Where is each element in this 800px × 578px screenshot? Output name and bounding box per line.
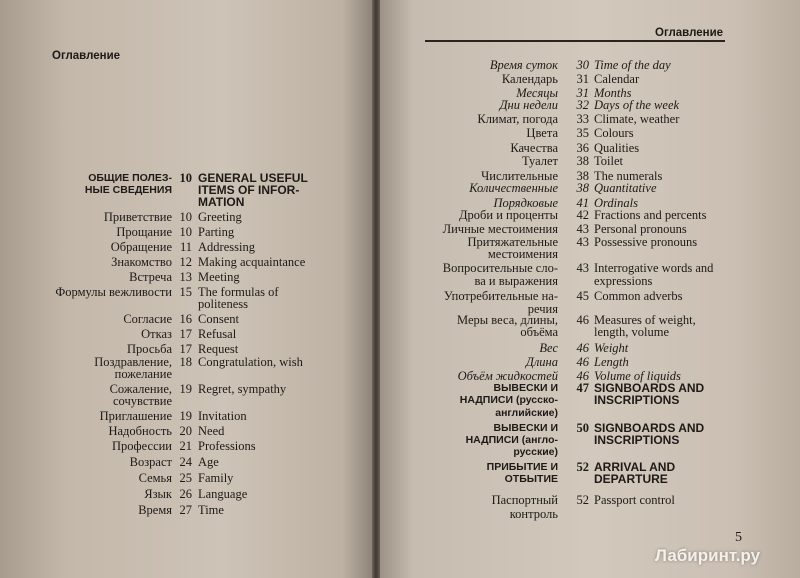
toc-page-number: 12: [179, 255, 192, 269]
toc-title-ru: Качества: [510, 141, 558, 155]
toc-title-ru: Профессии: [112, 439, 172, 453]
toc-title-en: Parting: [198, 225, 235, 239]
toc-title-ru: НАДПИСИ (русско-: [459, 394, 558, 406]
toc-title-ru: Приветствие: [103, 210, 172, 224]
toc-title-en: The formulas of: [198, 285, 279, 299]
toc-page-number: 32: [576, 98, 589, 112]
toc-page-number: 17: [179, 327, 192, 341]
toc-title-en: ITEMS OF INFOR-: [198, 183, 300, 197]
toc-title-ru: Объём жидкостей: [457, 369, 558, 383]
toc-title-ru: Прощание: [116, 225, 172, 239]
toc-title-ru: Месяцы: [516, 86, 558, 100]
toc-title-en: Making acquaintance: [198, 255, 306, 269]
toc-title-ru: речия: [527, 302, 558, 316]
toc-page-number: 26: [179, 487, 192, 501]
toc-title-ru: Согласие: [123, 312, 172, 326]
toc-page-number: 13: [179, 270, 192, 284]
toc-page-number: 52: [576, 460, 589, 474]
toc-page-number: 47: [576, 381, 589, 395]
toc-page-number: 42: [576, 208, 589, 222]
toc-title-ru: Встреча: [129, 270, 172, 284]
toc-title-ru: пожелание: [114, 367, 172, 381]
toc-page-number: 36: [576, 141, 589, 155]
toc-page-number: 10: [179, 210, 192, 224]
book-gutter: [372, 0, 380, 578]
toc-title-ru: Язык: [144, 487, 172, 501]
toc-page-number: 11: [179, 240, 192, 254]
header-rule: [425, 40, 725, 42]
toc-title-ru: ПРИБЫТИЕ И: [486, 461, 558, 473]
toc-title-en: Passport control: [594, 493, 675, 507]
toc-page-number: 50: [576, 421, 589, 435]
toc-title-ru: Дроби и проценты: [459, 208, 558, 222]
toc-title-ru: Время суток: [489, 58, 558, 72]
toc-page-number: 38: [576, 169, 589, 183]
toc-title-ru: Цвета: [526, 126, 558, 140]
toc-title-en: INSCRIPTIONS: [594, 393, 680, 407]
toc-title-en: Age: [198, 455, 219, 469]
toc-page-number: 43: [576, 261, 589, 275]
toc-title-ru: Употребительные на-: [443, 289, 558, 303]
toc-title-en: Quantitative: [594, 181, 657, 195]
toc-title-en: Time: [198, 503, 224, 517]
toc-page-number: 41: [576, 196, 589, 210]
toc-page-number: 52: [576, 493, 589, 507]
toc-page-number: 46: [576, 313, 589, 327]
toc-page-number: 19: [179, 382, 192, 396]
toc-page-number: 46: [576, 369, 589, 383]
toc-title-en: Calendar: [594, 72, 640, 86]
toc-title-ru: контроль: [509, 507, 558, 521]
toc-page-number: 21: [179, 439, 192, 453]
toc-title-ru: объёма: [520, 325, 558, 339]
toc-title-en: Personal pronouns: [594, 222, 687, 236]
toc-title-ru: Формулы вежливости: [55, 285, 172, 299]
toc-page-number: 25: [179, 471, 192, 485]
toc-title-ru: Порядковые: [493, 196, 558, 210]
toc-title-en: Possessive pronouns: [594, 235, 698, 249]
toc-title-en: GENERAL USEFUL: [198, 171, 308, 185]
toc-title-en: Common adverbs: [594, 289, 683, 303]
toc-title-en: Regret, sympathy: [198, 382, 287, 396]
toc-page-number: 31: [576, 86, 589, 100]
toc-title-en: expressions: [594, 274, 653, 288]
toc-title-ru: местоимения: [487, 247, 558, 261]
right-page: [380, 0, 800, 578]
toc-title-ru: Календарь: [501, 72, 558, 86]
toc-title-ru: Количественные: [469, 181, 558, 195]
toc-page-number: 10: [179, 225, 192, 239]
toc-page-number: 30: [576, 58, 589, 72]
toc-page-number: 33: [576, 112, 589, 126]
toc-title-en: The numerals: [594, 169, 663, 183]
toc-title-ru: НАДПИСИ (англо-: [465, 434, 558, 446]
toc-title-ru: Вопросительные сло-: [442, 261, 558, 275]
toc-title-ru: Отказ: [141, 327, 172, 341]
toc-title-en: Interrogative words and: [594, 261, 714, 275]
toc-title-en: Consent: [198, 312, 239, 326]
toc-title-en: Congratulation, wish: [198, 355, 303, 369]
toc-title-en: Months: [594, 86, 632, 100]
toc-title-ru: Время: [138, 503, 172, 517]
toc-title-en: Professions: [198, 439, 256, 453]
right-page-header: Оглавление: [655, 27, 724, 39]
toc-title-en: Invitation: [198, 409, 247, 423]
toc-title-ru: Возраст: [129, 455, 172, 469]
toc-title-ru: Обращение: [110, 240, 172, 254]
toc-title-en: Measures of weight,: [594, 313, 696, 327]
toc-page-number: 17: [179, 342, 192, 356]
toc-title-en: Request: [198, 342, 239, 356]
toc-title-ru: Личные местоимения: [442, 222, 558, 236]
toc-title-en: Volume of liquids: [594, 369, 681, 383]
toc-page-number: 46: [576, 341, 589, 355]
toc-title-ru: Семья: [138, 471, 172, 485]
toc-title-ru: Просьба: [127, 342, 172, 356]
toc-title-en: Ordinals: [594, 196, 638, 210]
toc-title-ru: Туалет: [521, 154, 558, 168]
watermark: Лабиринт.ру: [655, 546, 761, 565]
toc-title-ru: ОТБЫТИЕ: [504, 473, 558, 485]
toc-page-number: 27: [179, 503, 192, 517]
toc-title-en: SIGNBOARDS AND: [594, 421, 705, 435]
toc-page-number: 24: [179, 455, 192, 469]
toc-title-ru: Надобность: [108, 424, 172, 438]
toc-title-en: Meeting: [198, 270, 240, 284]
toc-title-en: Need: [198, 424, 225, 438]
toc-page-number: 38: [576, 154, 589, 168]
toc-title-en: Climate, weather: [594, 112, 680, 126]
toc-title-en: Fractions and percents: [594, 208, 707, 222]
toc-title-en: Family: [198, 471, 234, 485]
toc-page-number: 19: [179, 409, 192, 423]
toc-title-en: Weight: [594, 341, 629, 355]
toc-title-ru: ВЫВЕСКИ И: [493, 382, 558, 394]
toc-page-number: 31: [576, 72, 589, 86]
toc-title-ru: ва и выражения: [474, 274, 558, 288]
toc-title-ru: Приглашение: [99, 409, 172, 423]
toc-page-number: 15: [179, 285, 192, 299]
toc-title-ru: Числительные: [481, 169, 558, 183]
toc-title-en: Colours: [594, 126, 634, 140]
toc-title-en: Refusal: [198, 327, 237, 341]
toc-title-en: SIGNBOARDS AND: [594, 381, 705, 395]
toc-title-ru: Поздравление,: [94, 355, 172, 369]
toc-title-ru: английские): [495, 407, 558, 419]
toc-title-en: ARRIVAL AND: [594, 460, 676, 474]
toc-page-number: 45: [576, 289, 589, 303]
toc-page-number: 18: [179, 355, 192, 369]
toc-page-number: 43: [576, 222, 589, 236]
toc-title-ru: русские): [513, 446, 558, 458]
toc-title-ru: ВЫВЕСКИ И: [493, 422, 558, 434]
toc-title-en: MATION: [198, 195, 245, 209]
toc-page-number: 35: [576, 126, 589, 140]
toc-title-en: Qualities: [594, 141, 640, 155]
toc-title-en: Days of the week: [594, 98, 680, 112]
toc-title-ru: ОБЩИЕ ПОЛЕЗ-: [88, 172, 172, 184]
toc-title-en: Toilet: [594, 154, 623, 168]
toc-title-ru: Климат, погода: [477, 112, 558, 126]
toc-title-ru: Дни недели: [499, 98, 558, 112]
toc-title-ru: Знакомство: [111, 255, 172, 269]
toc-title-ru: сочувствие: [113, 394, 172, 408]
toc-page-number: 20: [179, 424, 192, 438]
toc-page-number: 43: [576, 235, 589, 249]
toc-page-number: 46: [576, 355, 589, 369]
toc-title-ru: НЫЕ СВЕДЕНИЯ: [84, 184, 172, 196]
toc-title-en: Language: [198, 487, 248, 501]
toc-page-number: 38: [576, 181, 589, 195]
left-page-header: Оглавление: [52, 50, 121, 62]
toc-title-ru: Притяжательные: [467, 235, 558, 249]
toc-title-en: Addressing: [198, 240, 255, 254]
toc-title-ru: Вес: [539, 341, 558, 355]
toc-page-number: 16: [179, 312, 192, 326]
toc-title-ru: Паспортный: [491, 493, 558, 507]
toc-title-ru: Сожаление,: [109, 382, 172, 396]
toc-title-en: Time of the day: [594, 58, 671, 72]
page-number: 5: [735, 530, 742, 545]
toc-title-en: Greeting: [198, 210, 242, 224]
toc-title-en: DEPARTURE: [594, 472, 668, 486]
toc-title-en: length, volume: [594, 325, 669, 339]
toc-title-en: Length: [594, 355, 629, 369]
toc-title-ru: Длина: [525, 355, 558, 369]
toc-title-en: politeness: [198, 297, 248, 311]
toc-title-en: INSCRIPTIONS: [594, 433, 680, 447]
toc-page-number: 10: [179, 171, 192, 185]
toc-title-ru: Меры веса, длины,: [457, 313, 558, 327]
